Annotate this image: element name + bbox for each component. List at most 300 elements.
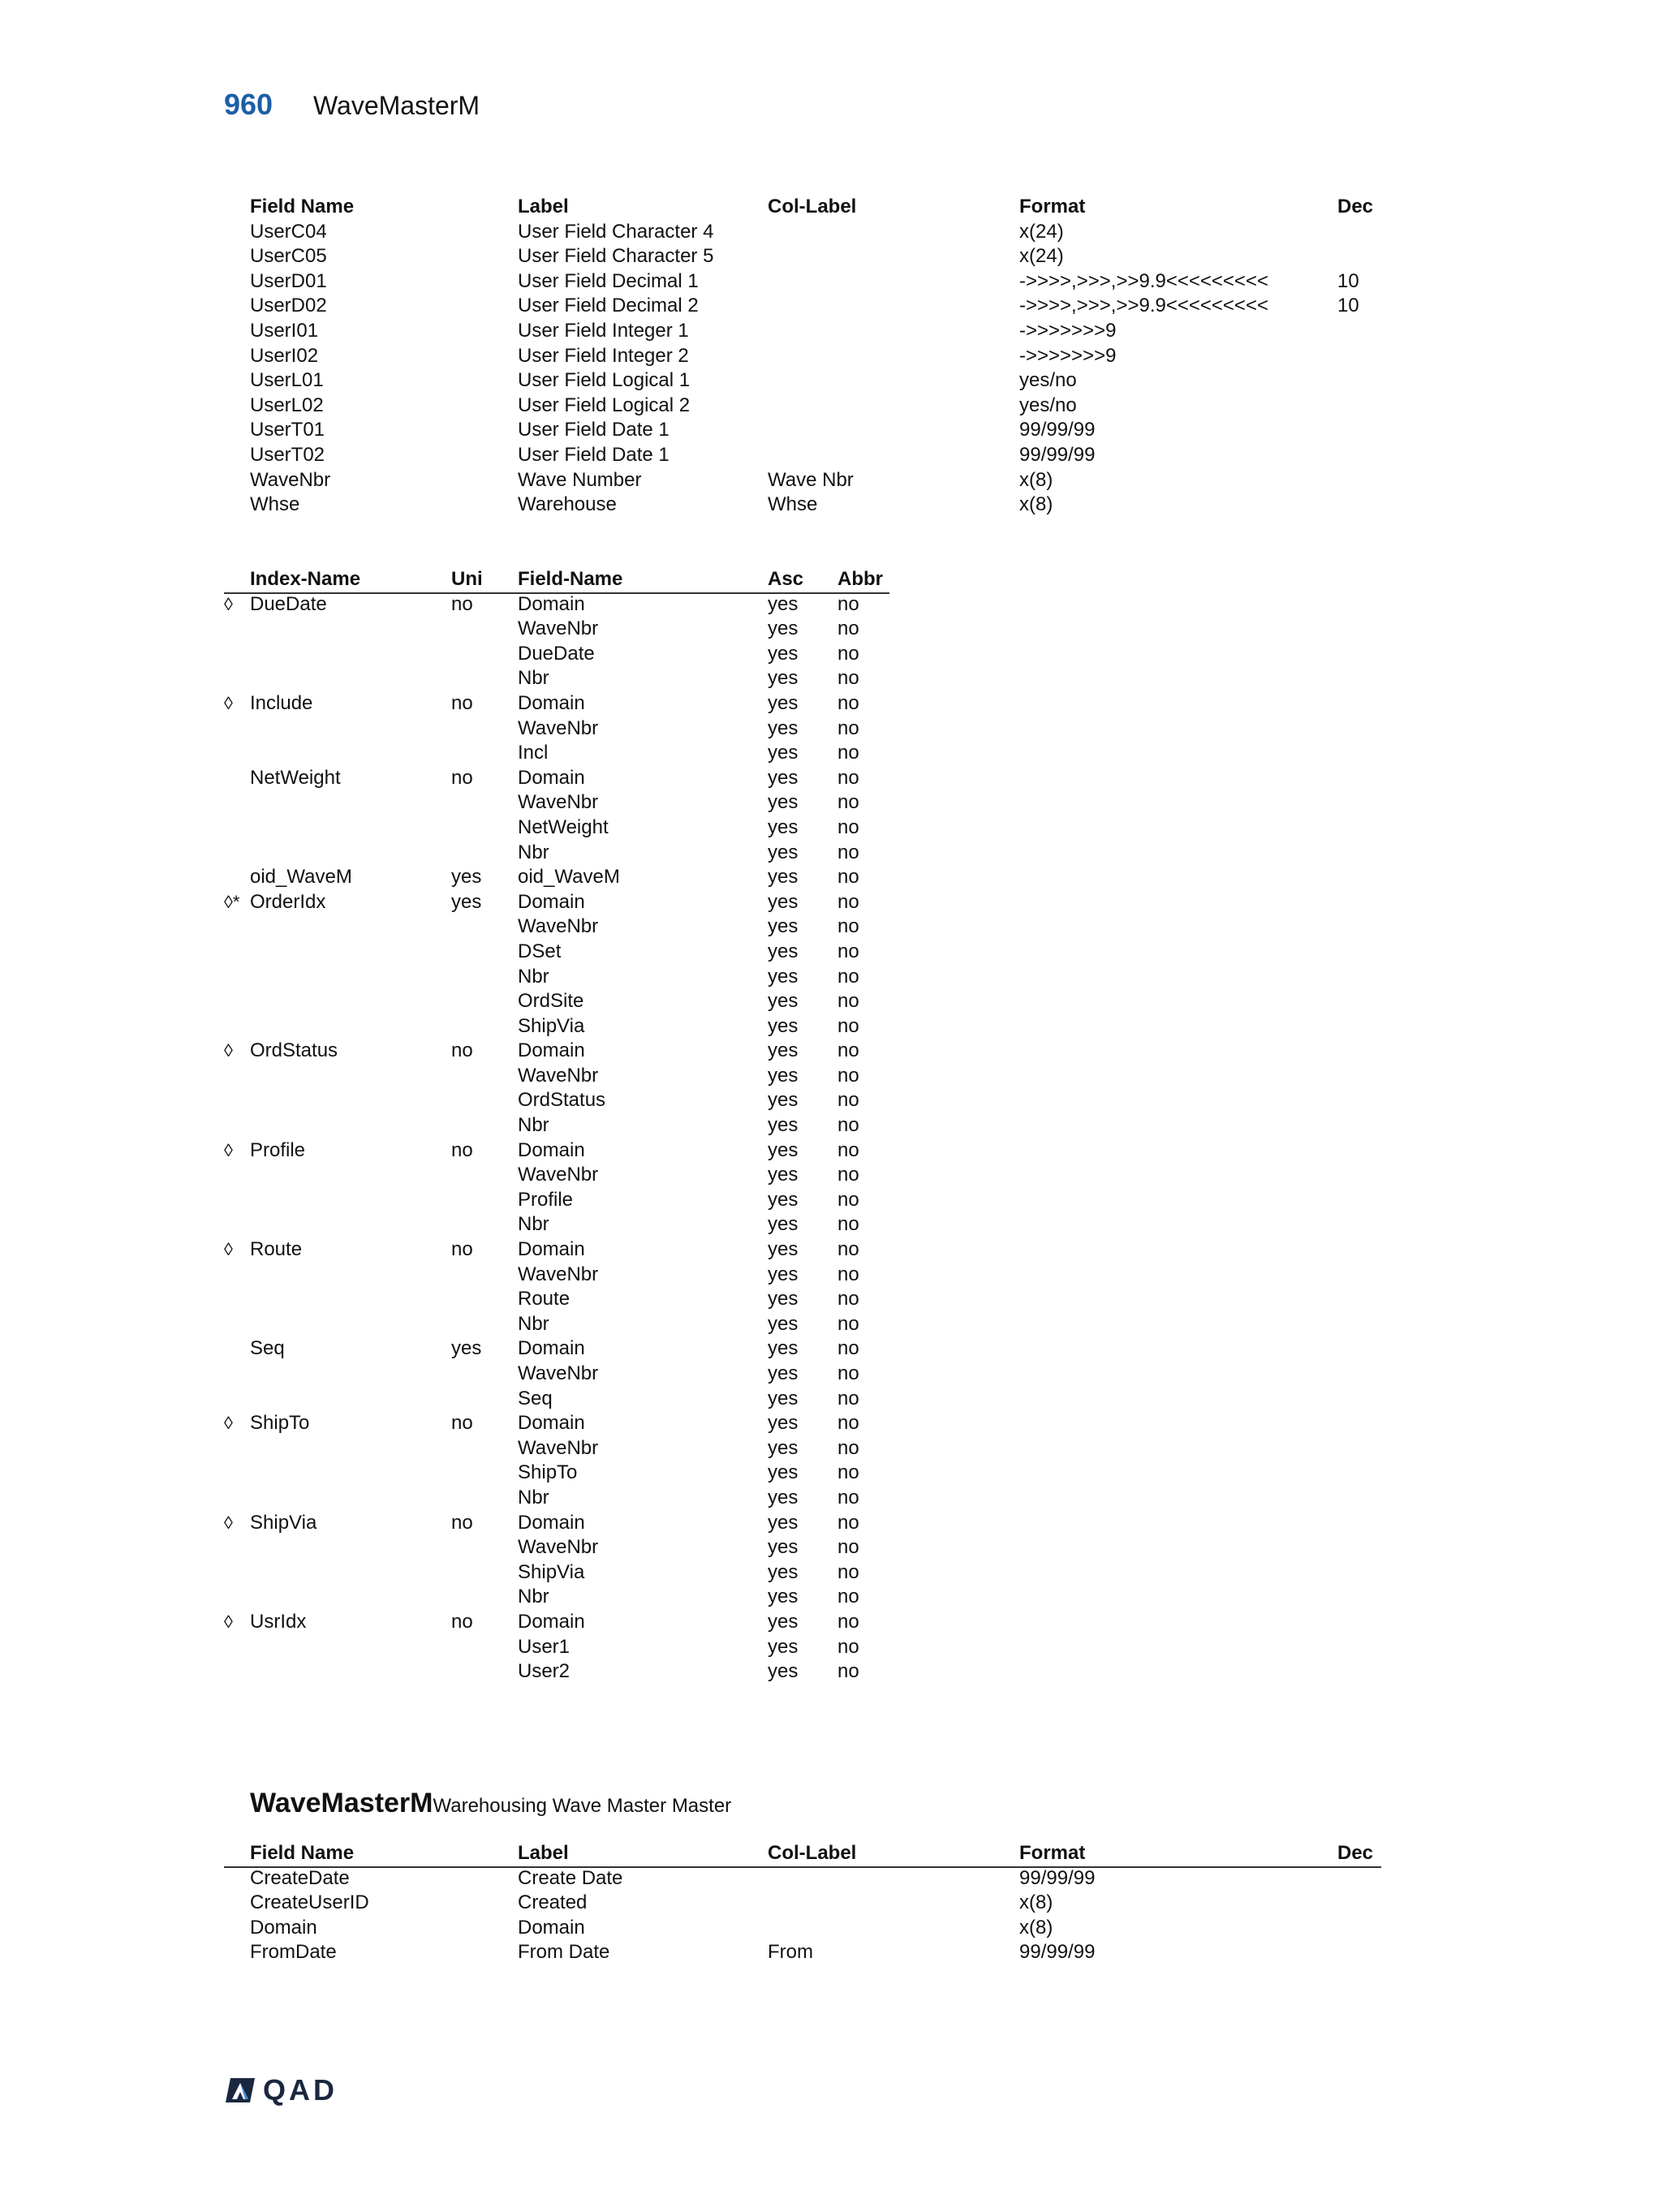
field-name-cell: OrdSite	[518, 990, 584, 1013]
field-name-cell: ShipVia	[518, 1014, 585, 1037]
table-body	[224, 220, 1384, 518]
qad-logo	[224, 2074, 338, 2107]
index-name-cell: Route	[250, 1238, 303, 1261]
label-cell: Domain	[518, 1916, 585, 1939]
table-row	[224, 642, 889, 667]
index-name-cell: oid_WaveM	[250, 866, 352, 889]
format-cell: ->>>>,>>>,>>9.9<<<<<<<<<	[1019, 295, 1268, 317]
unique-cell: no	[451, 691, 473, 714]
table-row	[224, 1287, 889, 1312]
field-name-cell: WaveNbr	[518, 1536, 599, 1559]
asc-cell: yes	[768, 1337, 799, 1360]
field-name-cell: OrdStatus	[518, 1089, 606, 1112]
unique-cell: yes	[451, 890, 482, 913]
asc-cell: yes	[768, 667, 799, 690]
label-cell: User Field Date 1	[518, 443, 670, 466]
column-header: Uni	[451, 568, 483, 590]
asc-cell: yes	[768, 1014, 799, 1037]
table-row	[224, 592, 889, 618]
table-row	[224, 1659, 889, 1685]
column-header: Index-Name	[250, 568, 361, 590]
table-body	[224, 592, 889, 1685]
section-title	[250, 1788, 731, 1819]
abbr-cell: no	[837, 866, 859, 889]
field-name-cell: ShipVia	[518, 1560, 585, 1583]
label-cell: User Field Logical 1	[518, 369, 691, 392]
abbr-cell: no	[837, 1511, 859, 1534]
column-header: Col-Label	[768, 196, 857, 217]
table-row	[224, 1163, 889, 1188]
abbr-cell: no	[837, 1238, 859, 1261]
asc-cell: yes	[768, 965, 799, 988]
table-row	[224, 741, 889, 766]
table-row	[224, 1088, 889, 1113]
table-header-row	[224, 195, 1384, 220]
field-name-cell: Nbr	[518, 1213, 549, 1236]
index-name-cell: ShipVia	[250, 1511, 317, 1534]
field-name-cell: oid_WaveM	[518, 866, 620, 889]
field-name-cell: UserC05	[250, 245, 327, 268]
table-row	[224, 1362, 889, 1387]
unique-cell: yes	[451, 866, 482, 889]
table-row	[224, 1263, 889, 1288]
asc-cell: yes	[768, 1089, 799, 1112]
asc-cell: yes	[768, 642, 799, 665]
index-marker: ◊	[224, 692, 233, 713]
index-marker: ◊	[224, 593, 233, 614]
table-row	[224, 493, 1384, 518]
field-name-cell: User1	[518, 1635, 571, 1658]
abbr-cell: no	[837, 1461, 859, 1484]
field-name-cell: WaveNbr	[518, 1064, 599, 1087]
abbr-cell: no	[837, 1660, 859, 1683]
field-name-cell: WaveNbr	[518, 915, 599, 938]
table-row	[224, 220, 1384, 245]
label-cell: Create Date	[518, 1866, 623, 1889]
asc-cell: yes	[768, 1064, 799, 1087]
asc-cell: yes	[768, 1486, 799, 1508]
asc-cell: yes	[768, 618, 799, 640]
index-name-cell: OrderIdx	[250, 890, 326, 913]
field-name-cell: Domain	[250, 1916, 317, 1939]
abbr-cell: no	[837, 1412, 859, 1435]
asc-cell: yes	[768, 915, 799, 938]
asc-cell: yes	[768, 717, 799, 739]
index-name-cell: NetWeight	[250, 766, 341, 789]
abbr-cell: no	[837, 1114, 859, 1137]
asc-cell: yes	[768, 1635, 799, 1658]
abbr-cell: no	[837, 940, 859, 962]
field-name-cell: Domain	[518, 766, 585, 789]
abbr-cell: no	[837, 592, 859, 615]
logo-text: QAD	[263, 2073, 338, 2107]
abbr-cell: no	[837, 816, 859, 838]
abbr-cell: no	[837, 1089, 859, 1112]
table-row	[224, 1916, 1384, 1941]
table-row	[224, 1486, 889, 1511]
field-name-cell: WaveNbr	[518, 618, 599, 640]
field-name-cell: WaveNbr	[518, 1263, 599, 1285]
dec-cell: 10	[1337, 295, 1359, 317]
asc-cell: yes	[768, 742, 799, 764]
abbr-cell: no	[837, 691, 859, 714]
field-name-cell: WaveNbr	[518, 1362, 599, 1384]
field-name-cell: WaveNbr	[518, 791, 599, 814]
field-name-cell: Profile	[518, 1188, 574, 1211]
field-name-cell: UserI01	[250, 319, 319, 342]
column-header: Label	[518, 1842, 569, 1864]
asc-cell: yes	[768, 866, 799, 889]
table-row	[224, 394, 1384, 419]
field-name-cell: UserT02	[250, 443, 325, 466]
abbr-cell: no	[837, 841, 859, 863]
table-row	[224, 1039, 889, 1064]
unique-cell: no	[451, 766, 473, 789]
format-cell: 99/99/99	[1019, 1941, 1096, 1964]
index-marker: ◊	[224, 1139, 233, 1160]
label-cell: User Field Decimal 1	[518, 269, 699, 292]
asc-cell: yes	[768, 1362, 799, 1384]
table-row	[224, 1635, 889, 1660]
table-row	[224, 1237, 889, 1263]
abbr-cell: no	[837, 667, 859, 690]
format-cell: ->>>>>>>9	[1019, 344, 1117, 367]
field-name-cell: WaveNbr	[518, 717, 599, 739]
abbr-cell: no	[837, 1138, 859, 1161]
field-name-cell: Nbr	[518, 1586, 549, 1608]
unique-cell: no	[451, 592, 473, 615]
abbr-cell: no	[837, 990, 859, 1013]
abbr-cell: no	[837, 1312, 859, 1335]
asc-cell: yes	[768, 816, 799, 838]
unique-cell: no	[451, 1238, 473, 1261]
section-name: WaveMasterM	[250, 1788, 433, 1818]
index-marker: ◊*	[224, 891, 240, 912]
column-header: Dec	[1337, 196, 1374, 217]
field-name-cell: Nbr	[518, 965, 549, 988]
index-name-cell: Seq	[250, 1337, 285, 1360]
table-row	[224, 1188, 889, 1213]
abbr-cell: no	[837, 915, 859, 938]
field-name-cell: Domain	[518, 1337, 585, 1360]
index-marker: ◊	[224, 1413, 233, 1434]
asc-cell: yes	[768, 990, 799, 1013]
label-cell: User Field Integer 1	[518, 319, 689, 342]
format-cell: 99/99/99	[1019, 443, 1096, 466]
asc-cell: yes	[768, 841, 799, 863]
index-name-cell: UsrIdx	[250, 1610, 307, 1633]
format-cell: 99/99/99	[1019, 1866, 1096, 1889]
label-cell: From Date	[518, 1941, 610, 1964]
field-name-cell: Whse	[250, 493, 300, 516]
abbr-cell: no	[837, 1337, 859, 1360]
label-cell: Warehouse	[518, 493, 617, 516]
field-name-cell: Domain	[518, 890, 585, 913]
field-name-cell: Domain	[518, 592, 585, 615]
table-body	[224, 1866, 1384, 1965]
table-row	[224, 294, 1384, 319]
asc-cell: yes	[768, 940, 799, 962]
abbr-cell: no	[837, 1213, 859, 1236]
format-cell: yes/no	[1019, 394, 1077, 416]
col-label-cell: Wave Nbr	[768, 468, 854, 491]
column-header: Field-Name	[518, 568, 623, 590]
index-name-cell: OrdStatus	[250, 1039, 338, 1062]
field-name-cell: WaveNbr	[518, 1164, 599, 1186]
asc-cell: yes	[768, 1511, 799, 1534]
column-header: Abbr	[837, 568, 883, 590]
field-table-top	[224, 195, 1384, 518]
table-row	[224, 319, 1384, 344]
abbr-cell: no	[837, 1288, 859, 1310]
index-marker: ◊	[224, 1239, 233, 1260]
abbr-cell: no	[837, 742, 859, 764]
field-name-cell: UserI02	[250, 344, 319, 367]
field-name-cell: DSet	[518, 940, 562, 962]
table-row	[224, 1212, 889, 1237]
index-name-cell: Include	[250, 691, 313, 714]
field-name-cell: Domain	[518, 1138, 585, 1161]
table-row	[224, 1336, 889, 1362]
dec-cell: 10	[1337, 269, 1359, 292]
table-row	[224, 344, 1384, 369]
table-row	[224, 1312, 889, 1337]
label-cell: User Field Date 1	[518, 419, 670, 441]
table-row	[224, 965, 889, 990]
asc-cell: yes	[768, 1536, 799, 1559]
index-name-cell: ShipTo	[250, 1412, 310, 1435]
field-name-cell: WaveNbr	[250, 468, 331, 491]
field-name-cell: Domain	[518, 691, 585, 714]
table-row	[224, 940, 889, 965]
table-row	[224, 1940, 1384, 1965]
abbr-cell: no	[837, 1486, 859, 1508]
label-cell: Wave Number	[518, 468, 642, 491]
col-label-cell: Whse	[768, 493, 818, 516]
asc-cell: yes	[768, 791, 799, 814]
column-header: Format	[1019, 196, 1086, 217]
abbr-cell: no	[837, 1188, 859, 1211]
asc-cell: yes	[768, 592, 799, 615]
table-row	[224, 1113, 889, 1138]
asc-cell: yes	[768, 1288, 799, 1310]
abbr-cell: no	[837, 965, 859, 988]
format-cell: x(8)	[1019, 1891, 1053, 1914]
column-header: Asc	[768, 568, 804, 590]
field-name-cell: FromDate	[250, 1941, 337, 1964]
table-row	[224, 766, 889, 791]
format-cell: yes/no	[1019, 369, 1077, 392]
field-name-cell: WaveNbr	[518, 1436, 599, 1459]
field-name-cell: Domain	[518, 1412, 585, 1435]
table-row	[224, 468, 1384, 493]
table-row	[224, 914, 889, 940]
column-header: Field Name	[250, 196, 355, 217]
label-cell: User Field Character 4	[518, 220, 714, 243]
table-row	[224, 244, 1384, 269]
unique-cell: no	[451, 1138, 473, 1161]
format-cell: x(24)	[1019, 245, 1064, 268]
table-row	[224, 1064, 889, 1089]
abbr-cell: no	[837, 1064, 859, 1087]
field-name-cell: Nbr	[518, 1312, 549, 1335]
table-row	[224, 841, 889, 866]
table-row	[224, 816, 889, 841]
qad-logo-icon	[224, 2076, 256, 2104]
field-name-cell: Domain	[518, 1511, 585, 1534]
table-row	[224, 269, 1384, 295]
index-name-cell: Profile	[250, 1138, 306, 1161]
field-name-cell: Incl	[518, 742, 549, 764]
field-name-cell: UserT01	[250, 419, 325, 441]
index-marker: ◊	[224, 1611, 233, 1632]
table-row	[224, 368, 1384, 394]
field-name-cell: Domain	[518, 1039, 585, 1062]
field-name-cell: NetWeight	[518, 816, 609, 838]
table-row	[224, 1436, 889, 1461]
table-row	[224, 666, 889, 691]
column-header: Label	[518, 196, 569, 217]
field-name-cell: User2	[518, 1660, 571, 1683]
label-cell: User Field Decimal 2	[518, 295, 699, 317]
table-row	[224, 691, 889, 717]
field-name-cell: ShipTo	[518, 1461, 578, 1484]
asc-cell: yes	[768, 890, 799, 913]
table-header-row	[224, 1841, 1384, 1866]
field-name-cell: Nbr	[518, 1486, 549, 1508]
format-cell: x(8)	[1019, 1916, 1053, 1939]
format-cell: ->>>>,>>>,>>9.9<<<<<<<<<	[1019, 269, 1268, 292]
asc-cell: yes	[768, 766, 799, 789]
asc-cell: yes	[768, 1412, 799, 1435]
column-header: Dec	[1337, 1842, 1374, 1864]
field-name-cell: UserD02	[250, 295, 327, 317]
unique-cell: yes	[451, 1337, 482, 1360]
abbr-cell: no	[837, 1586, 859, 1608]
abbr-cell: no	[837, 1436, 859, 1459]
table-row	[224, 1387, 889, 1412]
field-name-cell: UserL01	[250, 369, 324, 392]
index-marker: ◊	[224, 1512, 233, 1533]
format-cell: x(24)	[1019, 220, 1064, 243]
field-name-cell: UserD01	[250, 269, 327, 292]
asc-cell: yes	[768, 691, 799, 714]
field-name-cell: Domain	[518, 1238, 585, 1261]
field-name-cell: Domain	[518, 1610, 585, 1633]
abbr-cell: no	[837, 1635, 859, 1658]
table-row	[224, 1138, 889, 1164]
field-name-cell: UserC04	[250, 220, 327, 243]
asc-cell: yes	[768, 1138, 799, 1161]
format-cell: x(8)	[1019, 468, 1053, 491]
abbr-cell: no	[837, 642, 859, 665]
label-cell: User Field Integer 2	[518, 344, 689, 367]
asc-cell: yes	[768, 1436, 799, 1459]
abbr-cell: no	[837, 1263, 859, 1285]
asc-cell: yes	[768, 1238, 799, 1261]
unique-cell: no	[451, 1511, 473, 1534]
section-description: Warehousing Wave Master Master	[433, 1795, 732, 1817]
table-row	[224, 1560, 889, 1586]
abbr-cell: no	[837, 1387, 859, 1409]
table-header-row	[224, 567, 889, 592]
table-row	[224, 989, 889, 1014]
label-cell: Created	[518, 1891, 588, 1914]
label-cell: User Field Logical 2	[518, 394, 691, 416]
format-cell: x(8)	[1019, 493, 1053, 516]
asc-cell: yes	[768, 1114, 799, 1137]
table-row	[224, 1411, 889, 1436]
abbr-cell: no	[837, 1164, 859, 1186]
table-row	[224, 865, 889, 890]
asc-cell: yes	[768, 1188, 799, 1211]
abbr-cell: no	[837, 717, 859, 739]
table-row	[224, 617, 889, 642]
asc-cell: yes	[768, 1560, 799, 1583]
field-table-bottom	[224, 1841, 1384, 1965]
asc-cell: yes	[768, 1610, 799, 1633]
label-cell: User Field Character 5	[518, 245, 714, 268]
running-title: WaveMasterM	[313, 91, 480, 120]
abbr-cell: no	[837, 1014, 859, 1037]
field-name-cell: UserL02	[250, 394, 324, 416]
abbr-cell: no	[837, 890, 859, 913]
abbr-cell: no	[837, 766, 859, 789]
abbr-cell: no	[837, 1039, 859, 1062]
abbr-cell: no	[837, 618, 859, 640]
field-name-cell: Nbr	[518, 841, 549, 863]
column-header: Format	[1019, 1842, 1086, 1864]
field-name-cell: Nbr	[518, 1114, 549, 1137]
unique-cell: no	[451, 1610, 473, 1633]
index-marker: ◊	[224, 1040, 233, 1061]
field-name-cell: Seq	[518, 1387, 553, 1409]
asc-cell: yes	[768, 1039, 799, 1062]
index-name-cell: DueDate	[250, 592, 327, 615]
table-row	[224, 717, 889, 742]
format-cell: ->>>>>>>9	[1019, 319, 1117, 342]
asc-cell: yes	[768, 1312, 799, 1335]
table-row	[224, 1511, 889, 1536]
table-row	[224, 1535, 889, 1560]
table-row	[224, 1585, 889, 1610]
column-header: Col-Label	[768, 1842, 857, 1864]
asc-cell: yes	[768, 1164, 799, 1186]
index-table	[224, 567, 889, 1685]
field-name-cell: CreateDate	[250, 1866, 350, 1889]
abbr-cell: no	[837, 1362, 859, 1384]
table-row	[224, 1891, 1384, 1916]
table-row	[224, 1461, 889, 1486]
abbr-cell: no	[837, 1536, 859, 1559]
field-name-cell: CreateUserID	[250, 1891, 369, 1914]
field-name-cell: Nbr	[518, 667, 549, 690]
abbr-cell: no	[837, 1560, 859, 1583]
table-row	[224, 890, 889, 915]
abbr-cell: no	[837, 791, 859, 814]
field-name-cell: DueDate	[518, 642, 595, 665]
table-row	[224, 1014, 889, 1039]
field-name-cell: Route	[518, 1288, 571, 1310]
table-row	[224, 418, 1384, 443]
asc-cell: yes	[768, 1461, 799, 1484]
abbr-cell: no	[837, 1610, 859, 1633]
table-row	[224, 790, 889, 816]
asc-cell: yes	[768, 1263, 799, 1285]
unique-cell: no	[451, 1039, 473, 1062]
page-number: 960	[224, 88, 273, 121]
asc-cell: yes	[768, 1387, 799, 1409]
